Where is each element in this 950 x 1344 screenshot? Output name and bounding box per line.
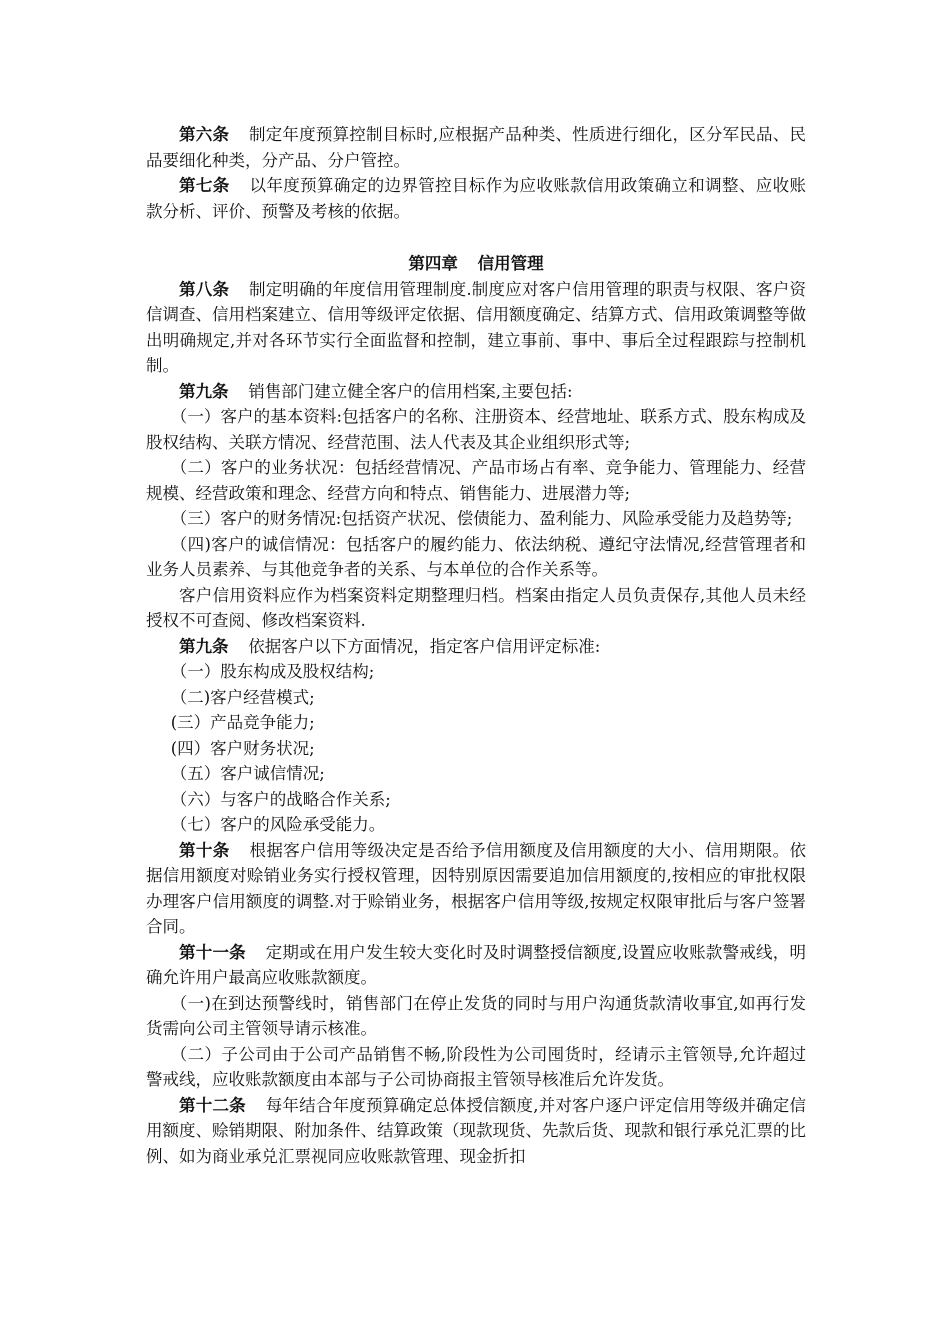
article-8-label: 第八条 <box>179 279 230 299</box>
article-10-text: 根据客户信用等级决定是否给予信用额度及信用额度的大小、信用期限。依据信用额度对赊销业务实行授权管理，因特别原因需要追加信用额度的,按相应的审批权限办理客户信用额度的调整.对于赊销业务，根据客户信用等级,按规定权限审批后与客户签署合同。 <box>146 840 807 936</box>
list-item: （一)在到达预警线时，销售部门在停止发货的同时与用户沟通货款清收事宜,如再行发货需向公司主管领导请示核准。 <box>146 993 806 1038</box>
article-9a <box>146 379 806 405</box>
list-item: （四)客户的诚信情况：包括客户的履约能力、依法纳税、遵纪守法情况,经营管理者和业务人员素养、与其他竞争者的关系、与本单位的合作关系等。 <box>146 534 806 579</box>
list-item: （五）客户诚信情况; <box>170 764 325 783</box>
chapter-title: 信用管理 <box>477 254 544 273</box>
article-9b-label: 第九条 <box>179 636 229 656</box>
article-7 <box>146 173 806 224</box>
article-11-label: 第十一条 <box>179 942 246 962</box>
chapter-heading <box>146 251 806 277</box>
article-12-label: 第十二条 <box>179 1095 246 1115</box>
list-item: （二)客户经营模式; <box>170 687 315 707</box>
list-item: （二）客户的业务状况：包括经营情况、产品市场占有率、竞争能力、管理能力、经营规模、经营政策和理念、经营方向和特点、销售能力、进展潜力等; <box>146 458 806 503</box>
article-9a-text: 销售部门建立健全客户的信用档案,主要包括: <box>248 381 573 401</box>
article-11 <box>146 940 806 991</box>
article-10-label: 第十条 <box>179 840 230 860</box>
article-8-text: 制定明确的年度信用管理制度.制度应对客户信用管理的职责与权限、客户资信调查、信用档案建立、信用等级评定依据、信用额度确定、结算方式、信用政策调整等做出明确规定,并对各环节实行全面监督和控制，建立事前、事中、事后全过程跟踪与控制机制。 <box>146 279 807 375</box>
chapter-number: 第四章 <box>408 254 458 273</box>
article-9a-label: 第九条 <box>179 381 229 401</box>
article-12 <box>146 1093 806 1170</box>
article-6-label: 第六条 <box>179 125 230 144</box>
list-item: （二）子公司由于公司产品销售不畅,阶段性为公司囤货时，经请示主管领导,允许超过警戒线，应收账款额度由本部与子公司协商报主管领导核准后允许发货。 <box>146 1044 806 1089</box>
article-11-text: 定期或在用户发生较大变化时及时调整授信额度,设置应收账款警戒线，明确允许用户最高应收账款额度。 <box>146 942 807 987</box>
article-7-label: 第七条 <box>179 176 230 195</box>
list-item: (四）客户财务状况; <box>170 738 315 758</box>
list-item: (三）产品竞争能力; <box>170 713 315 732</box>
list-item: （一）客户的基本资料:包括客户的名称、注册资本、经营地址、联系方式、股东构成及股权结构、关联方情况、经营范围、法人代表及其企业组织形式等; <box>146 407 806 452</box>
article-9b-text: 依据客户以下方面情况，指定客户信用评定标准: <box>248 636 601 656</box>
list-item: （六）与客户的战略合作关系; <box>170 789 391 809</box>
article-6 <box>146 122 806 173</box>
article-9b <box>146 634 806 660</box>
article-6-text: 制定年度预算控制目标时,应根据产品种类、性质进行细化，区分军民品、民品要细化种类，分产品、分户管控。 <box>146 125 807 170</box>
article-9a-note: 客户信用资料应作为档案资料定期整理归档。档案由指定人员负责保存,其他人员未经授权不可查阅、修改档案资料. <box>146 585 806 630</box>
article-10 <box>146 838 806 940</box>
article-12-text: 每年结合年度预算确定总体授信额度,并对客户逐户评定信用等级并确定信用额度、赊销期限、附加条件、结算政策（现款现货、先款后货、现款和银行承兑汇票的比例、如为商业承兑汇票视同应收账款管理、现金折扣 <box>146 1095 807 1166</box>
list-item: （一）股东构成及股权结构; <box>170 662 375 681</box>
list-item: （七）客户的风险承受能力。 <box>170 815 386 834</box>
article-7-text: 以年度预算确定的边界管控目标作为应收账款信用政策确立和调整、应收账款分析、评价、预警及考核的依据。 <box>146 176 807 221</box>
document-page <box>146 122 806 1169</box>
article-8 <box>146 277 806 379</box>
list-item: （三）客户的财务情况:包括资产状况、偿债能力、盈利能力、风险承受能力及趋势等; <box>170 509 793 528</box>
